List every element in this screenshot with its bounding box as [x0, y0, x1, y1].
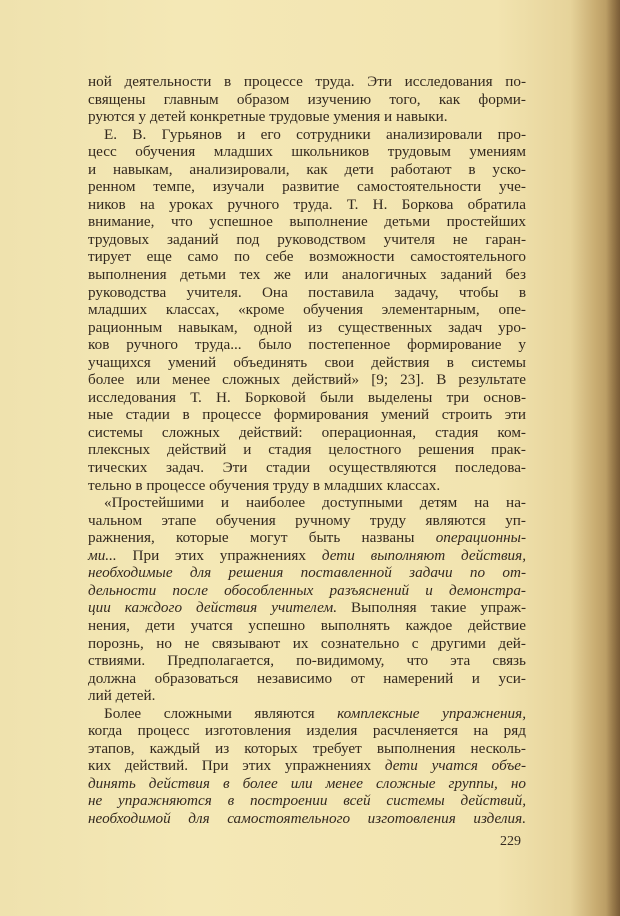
text-line [88, 389, 526, 407]
text-line [88, 722, 526, 740]
text-segment: руководства учителя. Она поставила задачу, чтобы в [88, 283, 526, 301]
text-segment: плексных действий и стадия целостного решения прак- [88, 441, 526, 459]
italic-text-segment: дети выполняют действия, [321, 546, 526, 564]
italic-text-segment: необходимой для самостоятельного изготовления изделия. [88, 809, 526, 827]
text-line [88, 196, 526, 214]
book-page-text [88, 73, 526, 828]
text-segment: ствиями. Предполагается, по-видимому, что эта связь [88, 652, 526, 670]
text-line [88, 126, 526, 144]
text-segment: «Простейшими и наиболее доступными детям на на- [104, 494, 526, 512]
text-line [88, 529, 526, 547]
text-segment: чальном этапе обучения ручному труду являются уп- [88, 511, 526, 529]
text-line [88, 547, 526, 565]
text-segment: и навыкам, анализировали, как дети работают в уско- [88, 160, 526, 178]
text-segment: выполнения детьми тех же или аналогичных заданий без [88, 266, 526, 284]
text-segment: рационным навыкам, одной из существенных задач уро- [88, 318, 526, 336]
italic-text-segment: не упражняются в построении всей системы действий, [88, 792, 526, 810]
text-line [88, 459, 526, 477]
text-segment: священы главным образом изучению того, как форми- [88, 90, 526, 108]
text-line [88, 494, 526, 512]
text-line [88, 406, 526, 424]
text-line [88, 705, 526, 723]
italic-text-segment: необходимые для решения поставленной задачи по от- [88, 564, 526, 582]
text-segment: Более сложными являются [104, 704, 338, 722]
text-segment: исследования Т. Н. Борковой были выделены три основ- [88, 388, 526, 406]
text-segment: руются у детей конкретные трудовые умения и навыки. [88, 108, 448, 126]
text-line [88, 757, 526, 775]
text-line [88, 740, 526, 758]
text-line [88, 301, 526, 319]
text-segment: порознь, но не связывают их сознательно с другими дей- [88, 634, 526, 652]
text-line [88, 424, 526, 442]
text-line [88, 266, 526, 284]
text-segment: ков ручного труда... было постепенное формирование у [88, 336, 526, 354]
text-segment: внимание, что успешное выполнение детьми простейших [88, 213, 526, 231]
text-line [88, 477, 526, 495]
italic-text-segment: дельности после обособленных разъяснений и демонстра- [88, 581, 526, 599]
text-segment: более или менее сложных действий» [9; 23]. В результате [88, 371, 526, 389]
text-line [88, 441, 526, 459]
text-line [88, 564, 526, 582]
text-segment: тирует еще само по себе возможности самостоятельного [88, 248, 526, 266]
text-line [88, 231, 526, 249]
text-segment: учащихся умений объединять свои действия в системы [88, 353, 526, 371]
italic-text-segment: ции каждого действия учителем. [88, 599, 337, 617]
text-line [88, 213, 526, 231]
text-line [88, 91, 526, 109]
text-line [88, 670, 526, 688]
text-line [88, 687, 526, 705]
text-segment: Е. В. Гурьянов и его сотрудники анализировали про- [104, 125, 526, 143]
text-segment: ких действий. При этих упражнениях [88, 757, 385, 775]
text-segment: этапов, каждый из которых требует выполнения несколь- [88, 739, 526, 757]
text-line [88, 178, 526, 196]
italic-text-segment: операционны- [435, 529, 526, 547]
italic-text-segment: ми... [88, 546, 117, 564]
text-segment: тельно в процессе обучения труду в младших классах. [88, 476, 441, 494]
text-line [88, 248, 526, 266]
text-line [88, 319, 526, 337]
text-segment: ников на уроках ручного труда. Т. Н. Боркова обратила [88, 195, 526, 213]
text-line [88, 73, 526, 91]
italic-text-segment: комплексные упражнения, [337, 704, 526, 722]
text-segment: нения, дети учатся успешно выполнять каждое действие [88, 616, 526, 634]
text-segment: ражнения, которые могут быть названы [88, 529, 436, 547]
page-number: 229 [500, 834, 521, 849]
text-segment: ной деятельности в процессе труда. Эти исследования по- [88, 73, 526, 90]
italic-text-segment: дети учатся объе- [384, 757, 527, 775]
page-edge-shadow [606, 0, 620, 916]
text-line [88, 354, 526, 372]
text-segment: Выполняя такие упраж- [337, 599, 526, 617]
text-line [88, 336, 526, 354]
text-line [88, 810, 526, 828]
text-segment: младших классах, «кроме обучения элементарным, опе- [88, 301, 526, 319]
text-segment: цесс обучения младших школьников трудовым умениям [88, 143, 526, 161]
text-line [88, 792, 526, 810]
text-line [88, 599, 526, 617]
text-segment: когда процесс изготовления изделия расчленяется на ряд [88, 722, 526, 740]
text-line [88, 652, 526, 670]
text-segment: должна образоваться независимо от намерений и уси- [88, 669, 526, 687]
text-line [88, 617, 526, 635]
text-line [88, 143, 526, 161]
text-segment: ренном темпе, изучали развитие самостоятельности уче- [88, 178, 526, 196]
text-line [88, 775, 526, 793]
text-line [88, 582, 526, 600]
text-segment: трудовых заданий под руководством учителя не гаран- [88, 230, 526, 248]
text-line [88, 635, 526, 653]
italic-text-segment: динять действия в более или менее сложные группы, но [88, 774, 526, 792]
text-segment: ные стадии в процессе формирования умений строить эти [88, 406, 526, 424]
text-line [88, 512, 526, 530]
text-segment: тических задач. Эти стадии осуществляются последова- [88, 459, 526, 477]
text-line [88, 371, 526, 389]
text-line [88, 108, 526, 126]
text-line [88, 284, 526, 302]
text-line [88, 161, 526, 179]
text-segment: лий детей. [88, 687, 156, 705]
text-segment: При этих упражнениях [116, 546, 322, 564]
text-segment: системы сложных действий: операционная, стадия ком- [88, 423, 526, 441]
